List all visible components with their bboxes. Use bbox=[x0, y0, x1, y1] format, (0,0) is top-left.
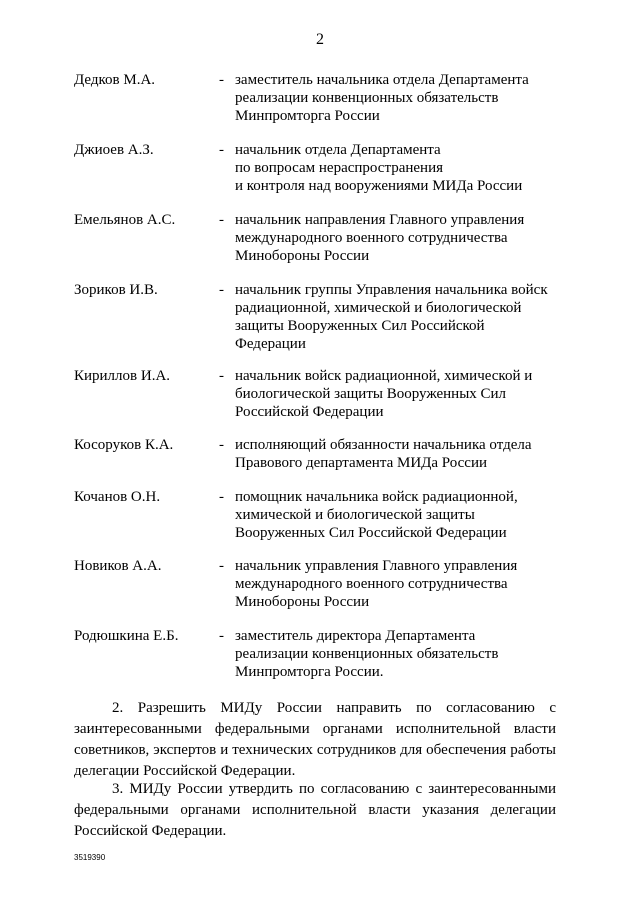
member-position bbox=[235, 211, 565, 265]
position-line: начальник направления Главного управления bbox=[235, 212, 525, 228]
member-dash: - bbox=[219, 558, 224, 574]
paragraph-line: 3. МИДу России утвердить по согласованию с заинтересованными bbox=[112, 781, 556, 797]
member-position bbox=[235, 627, 565, 681]
member-name: Кириллов И.А. bbox=[74, 368, 171, 384]
member-position bbox=[235, 281, 565, 353]
position-line: заместитель директора Департамента bbox=[235, 628, 476, 644]
member-position bbox=[235, 557, 565, 611]
paragraph-item-3 bbox=[74, 779, 556, 842]
member-dash: - bbox=[219, 142, 224, 158]
position-line: международного военного сотрудничества bbox=[235, 576, 508, 592]
paragraph-line: заинтересованными федеральными органами исполнительной власти bbox=[74, 721, 556, 737]
member-position bbox=[235, 141, 565, 195]
paragraph-line: федеральными органами исполнительной власти указания делегации bbox=[74, 802, 556, 818]
member-position bbox=[235, 367, 565, 421]
position-line: реализации конвенционных обязательств bbox=[235, 90, 499, 106]
position-line: Российской Федерации bbox=[235, 404, 384, 420]
position-line: Минобороны России bbox=[235, 594, 370, 610]
position-line: Правового департамента МИДа России bbox=[235, 455, 487, 471]
position-line: химической и биологической защиты bbox=[235, 507, 475, 523]
paragraph-item-2 bbox=[74, 698, 556, 782]
member-name: Джиоев А.З. bbox=[74, 142, 154, 158]
member-name: Кочанов О.Н. bbox=[74, 489, 161, 505]
member-position bbox=[235, 71, 565, 125]
paragraph-line: делегации Российской Федерации. bbox=[74, 763, 296, 779]
paragraph-line: 2. Разрешить МИДу России направить по согласованию с bbox=[112, 700, 556, 716]
member-name: Емельянов А.С. bbox=[74, 212, 176, 228]
member-dash: - bbox=[219, 489, 224, 505]
member-name: Зориков И.В. bbox=[74, 282, 158, 298]
position-line: начальник отдела Департамента bbox=[235, 142, 441, 158]
position-line: Минпромторга России. bbox=[235, 664, 384, 680]
member-dash: - bbox=[219, 368, 224, 384]
member-name: Новиков А.А. bbox=[74, 558, 162, 574]
position-line: Федерации bbox=[235, 336, 306, 352]
page-number: 2 bbox=[316, 31, 324, 48]
member-dash: - bbox=[219, 282, 224, 298]
member-dash: - bbox=[219, 628, 224, 644]
position-line: биологической защиты Вооруженных Сил bbox=[235, 386, 507, 402]
position-line: начальник управления Главного управления bbox=[235, 558, 518, 574]
position-line: начальник войск радиационной, химической и bbox=[235, 368, 533, 384]
position-line: по вопросам нераспространения bbox=[235, 160, 443, 176]
position-line: начальник группы Управления начальника войск bbox=[235, 282, 548, 298]
member-dash: - bbox=[219, 212, 224, 228]
member-name: Косоруков К.А. bbox=[74, 437, 174, 453]
position-line: Минобороны России bbox=[235, 248, 370, 264]
position-line: международного военного сотрудничества bbox=[235, 230, 508, 246]
position-line: Минпромторга России bbox=[235, 108, 380, 124]
document-code: 3519390 bbox=[74, 853, 106, 862]
position-line: радиационной, химической и биологической bbox=[235, 300, 522, 316]
position-line: заместитель начальника отдела Департамента bbox=[235, 72, 529, 88]
paragraph-line: советников, экспертов и технических сотрудников для обеспечения работы bbox=[74, 742, 556, 758]
position-line: и контроля над вооружениями МИДа России bbox=[235, 178, 523, 194]
member-name: Дедков М.А. bbox=[74, 72, 156, 88]
position-line: помощник начальника войск радиационной, bbox=[235, 489, 518, 505]
member-dash: - bbox=[219, 72, 224, 88]
position-line: исполняющий обязанности начальника отдела bbox=[235, 437, 532, 453]
member-position bbox=[235, 488, 565, 542]
member-position bbox=[235, 436, 565, 472]
paragraph-line: Российской Федерации. bbox=[74, 823, 227, 839]
member-dash: - bbox=[219, 437, 224, 453]
position-line: реализации конвенционных обязательств bbox=[235, 646, 499, 662]
position-line: защиты Вооруженных Сил Российской bbox=[235, 318, 485, 334]
member-name: Родюшкина Е.Б. bbox=[74, 628, 179, 644]
position-line: Вооруженных Сил Российской Федерации bbox=[235, 525, 507, 541]
